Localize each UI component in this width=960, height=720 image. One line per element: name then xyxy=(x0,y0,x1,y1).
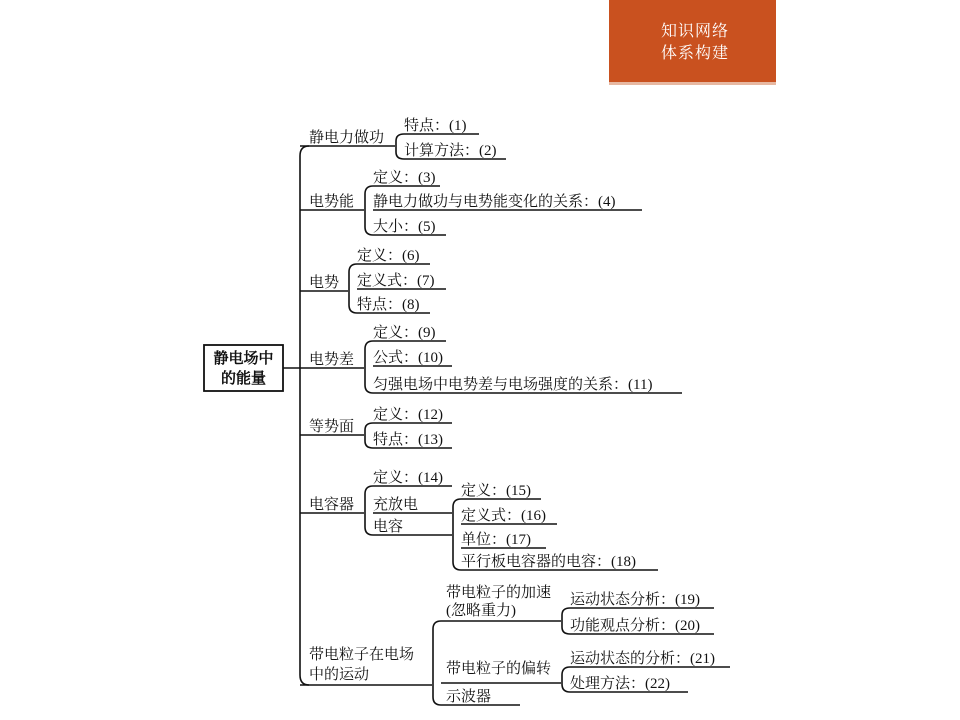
capacitor-item-2: 充放电 xyxy=(373,497,419,513)
accel-item-1: 运动状态分析：(19) xyxy=(570,592,700,608)
branch-energy-bracket xyxy=(365,186,373,235)
equi-item-1: 定义：(12) xyxy=(373,407,443,423)
energy-item-3: 大小：(5) xyxy=(373,219,436,235)
branch-equi xyxy=(300,406,452,448)
accel-item-2: 功能观点分析：(20) xyxy=(570,618,700,634)
accel-label-line2: (忽略重力) xyxy=(446,603,516,619)
potential-item-1: 定义：(6) xyxy=(357,248,420,264)
capacitance-item-1: 定义：(15) xyxy=(461,483,531,499)
branch-energy-label: 电势能 xyxy=(309,194,355,210)
energy-item-2: 静电力做功与电势能变化的关系：(4) xyxy=(373,194,616,210)
branch-energy xyxy=(300,169,642,235)
work-item-2: 计算方法：(2) xyxy=(404,143,497,159)
capacitance-bracket xyxy=(453,499,461,570)
branch-capacitor-label: 电容器 xyxy=(309,497,355,513)
branch-motion-label-line2: 中的运动 xyxy=(309,667,370,683)
badge-title-line2: 体系构建 xyxy=(661,43,730,62)
deflect-item-2: 处理方法：(22) xyxy=(570,676,670,692)
deflect-item-1: 运动状态的分析：(21) xyxy=(570,651,715,667)
branch-potential xyxy=(300,247,446,313)
energy-item-1: 定义：(3) xyxy=(373,170,436,186)
potential-item-3: 特点：(8) xyxy=(357,297,420,313)
branch-motion-label-line1: 带电粒子在电场 xyxy=(309,647,415,663)
capacitance-item-4: 平行板电容器的电容：(18) xyxy=(461,554,636,570)
potential-item-2: 定义式：(7) xyxy=(357,273,435,289)
deflect-label: 带电粒子的偏转 xyxy=(446,661,552,677)
capacitance-item-2: 定义式：(16) xyxy=(461,508,546,524)
diff-item-2: 公式：(10) xyxy=(373,350,443,366)
capacitor-item-3: 电容 xyxy=(373,519,404,535)
diff-item-3: 匀强电场中电势差与电场强度的关系：(11) xyxy=(373,377,653,393)
branch-capacitor-bracket xyxy=(365,486,373,535)
branch-capacitor xyxy=(300,469,658,570)
branch-diff-label: 电势差 xyxy=(309,352,355,368)
branch-potential-bracket xyxy=(349,264,357,313)
diff-item-1: 定义：(9) xyxy=(373,325,436,341)
branch-diff-bracket xyxy=(365,341,373,393)
main-trunk xyxy=(300,146,309,685)
branch-work-label: 静电力做功 xyxy=(309,130,385,146)
root-label-line2: 的能量 xyxy=(220,371,267,387)
deflect-bracket xyxy=(562,667,570,692)
accel-bracket xyxy=(562,608,570,634)
equi-item-2: 特点：(13) xyxy=(373,432,443,448)
capacitor-item-1: 定义：(14) xyxy=(373,470,443,486)
branch-motion xyxy=(300,583,730,705)
badge-title-line1: 知识网络 xyxy=(661,21,730,40)
root-label-line1: 静电场中 xyxy=(213,351,274,367)
branch-equi-label: 等势面 xyxy=(309,419,355,435)
branch-potential-label: 电势 xyxy=(309,275,340,291)
motion-bracket xyxy=(433,621,441,705)
branch-diff xyxy=(300,324,682,393)
branch-work xyxy=(300,116,506,159)
capacitance-item-3: 单位：(17) xyxy=(461,532,531,548)
accel-label-line1: 带电粒子的加速 xyxy=(446,585,552,601)
branch-equi-bracket xyxy=(365,423,373,448)
oscilloscope-label: 示波器 xyxy=(446,689,492,705)
work-item-1: 特点：(1) xyxy=(404,118,467,134)
branch-work-bracket xyxy=(396,134,404,159)
